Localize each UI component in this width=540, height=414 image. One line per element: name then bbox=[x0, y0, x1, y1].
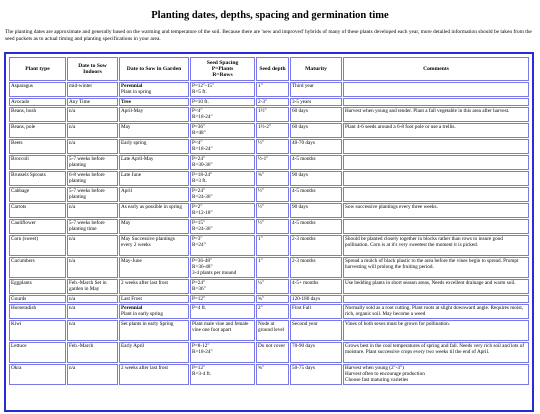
plant-type-cell: Avocado bbox=[9, 98, 66, 106]
table-row bbox=[9, 219, 529, 234]
header-maturity: Maturity bbox=[290, 57, 342, 81]
seed-spacing-cell: P=18-24" R=3 ft. bbox=[190, 171, 255, 186]
header-comments: Comments bbox=[343, 57, 529, 81]
date-garden-cell bbox=[119, 98, 189, 106]
plant-type-cell: Brussels Sprouts bbox=[9, 171, 66, 186]
table-row bbox=[9, 342, 529, 363]
table-row bbox=[9, 295, 529, 303]
maturity-cell: 2-3 months bbox=[290, 235, 342, 256]
seed-depth-cell: ¾" bbox=[256, 171, 289, 186]
comments-cell bbox=[343, 171, 529, 186]
date-garden-cell bbox=[119, 219, 189, 234]
comments-cell bbox=[343, 82, 529, 97]
table-row bbox=[9, 364, 529, 385]
seed-spacing-cell: Plant male vine and female vine one foot apart bbox=[190, 320, 255, 341]
garden-date-text: Plant in spring bbox=[121, 89, 152, 95]
plant-type-cell: Corn (sweet) bbox=[9, 235, 66, 256]
table-row bbox=[9, 98, 529, 106]
date-garden-cell bbox=[119, 107, 189, 122]
maturity-cell: 60 days bbox=[290, 107, 342, 122]
comments-cell bbox=[343, 219, 529, 234]
date-garden-cell bbox=[119, 171, 189, 186]
plant-type-cell: Kiwi bbox=[9, 320, 66, 341]
garden-date-text: May bbox=[121, 124, 131, 130]
table-row bbox=[9, 139, 529, 154]
header-seed-spacing: Seed Spacing P=Plants R=Rows bbox=[190, 57, 255, 81]
garden-date-text: May-June bbox=[121, 258, 142, 264]
comments-cell bbox=[343, 187, 529, 202]
table-row bbox=[9, 82, 529, 97]
plant-type-cell: Okra bbox=[9, 364, 66, 385]
seed-spacing-cell: P=2" R=12-18" bbox=[190, 203, 255, 218]
date-indoors-cell: Any Time bbox=[67, 98, 118, 106]
maturity-cell: 70-90 days bbox=[290, 342, 342, 363]
garden-type-label: Perennial bbox=[121, 83, 143, 89]
garden-date-text: 2 weeks after last frost bbox=[121, 280, 168, 286]
maturity-cell: 2-3 months bbox=[290, 257, 342, 278]
plant-type-cell: Cabbage bbox=[9, 187, 66, 202]
planting-table bbox=[8, 56, 530, 386]
seed-depth-cell: ¾" bbox=[256, 295, 289, 303]
seed-depth-cell: 1" bbox=[256, 257, 289, 278]
maturity-cell: 4-5 months bbox=[290, 219, 342, 234]
comments-cell bbox=[343, 295, 529, 303]
comments-cell: Grows best in the cool temperatures of spring and fall. Needs very rich soil and lots of moisture. Plant successive crops every two weeks til the end of April. bbox=[343, 342, 529, 363]
seed-depth-cell: Node at ground level bbox=[256, 320, 289, 341]
maturity-cell: 120-180 days bbox=[290, 295, 342, 303]
date-garden-cell bbox=[119, 295, 189, 303]
garden-date-text: Plant in early spring bbox=[121, 311, 163, 317]
seed-depth-cell: ½" bbox=[256, 219, 289, 234]
date-garden-cell bbox=[119, 82, 189, 97]
garden-date-text: Set plants in early Spring bbox=[121, 321, 174, 327]
comments-cell: Normally sold as a root cutting. Plant roots at slight downward angle. Requires moist, rich, organic soil. May become a weed bbox=[343, 304, 529, 319]
plant-type-cell: Carrots bbox=[9, 203, 66, 218]
table-row bbox=[9, 123, 529, 138]
date-garden-cell bbox=[119, 187, 189, 202]
header-date-garden: Date to Sow in Garden bbox=[119, 57, 189, 81]
date-garden-cell bbox=[119, 155, 189, 170]
date-garden-cell bbox=[119, 304, 189, 319]
seed-spacing-cell: P=8-12" R=18-24" bbox=[190, 342, 255, 363]
maturity-cell: 4-5+ months bbox=[290, 279, 342, 294]
maturity-cell: 4-5 months bbox=[290, 155, 342, 170]
seed-depth-cell: Do not cover bbox=[256, 342, 289, 363]
maturity-cell: Third year bbox=[290, 82, 342, 97]
date-indoors-cell: n/a bbox=[67, 364, 118, 385]
maturity-cell: 90 days bbox=[290, 203, 342, 218]
date-indoors-cell: n/a bbox=[67, 295, 118, 303]
date-garden-cell bbox=[119, 257, 189, 278]
comments-cell bbox=[343, 139, 529, 154]
seed-spacing-cell: P=10 ft. bbox=[190, 98, 255, 106]
garden-date-text: Early April bbox=[121, 343, 145, 349]
date-indoors-cell: n/a bbox=[67, 320, 118, 341]
date-indoors-cell: 6-8 weeks before planting bbox=[67, 171, 118, 186]
plant-type-cell: Broccoli bbox=[9, 155, 66, 170]
date-indoors-cell: n/a bbox=[67, 235, 118, 256]
comments-cell: Harvest when young (2"-3") Harvest often to encourage production Choose fast maturing varieties bbox=[343, 364, 529, 385]
date-garden-cell bbox=[119, 235, 189, 256]
seed-spacing-cell: P=24" R=24-36" bbox=[190, 187, 255, 202]
table-row bbox=[9, 155, 529, 170]
seed-depth-cell: ½" bbox=[256, 187, 289, 202]
plant-type-cell: Cauliflower bbox=[9, 219, 66, 234]
header-seed-depth: Seed depth bbox=[256, 57, 289, 81]
seed-spacing-cell: P=24" R=36" bbox=[190, 279, 255, 294]
comments-cell bbox=[343, 155, 529, 170]
maturity-cell: 4-5 months bbox=[290, 187, 342, 202]
maturity-cell: 3-5 years bbox=[290, 98, 342, 106]
plant-type-cell: Beans, pole bbox=[9, 123, 66, 138]
planting-table-frame bbox=[4, 52, 534, 412]
date-indoors-cell: n/a bbox=[67, 139, 118, 154]
seed-spacing-cell: P=36" R=48" bbox=[190, 123, 255, 138]
seed-depth-cell: 2" bbox=[256, 304, 289, 319]
seed-depth-cell: 1½-2" bbox=[256, 123, 289, 138]
seed-spacing-cell: P=4" R=18-24" bbox=[190, 139, 255, 154]
comments-cell: Should be planted closely together in blocks rather than rows to insure good pollination. Corn is at it's very sweetest the moment it is picked. bbox=[343, 235, 529, 256]
table-row bbox=[9, 107, 529, 122]
garden-date-text: Early spring bbox=[121, 140, 147, 146]
plant-type-cell: Eggplants bbox=[9, 279, 66, 294]
garden-date-text: May Successive plantings every 2 weeks bbox=[121, 236, 175, 248]
comments-cell: Use bedding plants in short season areas, Needs excellent drainage and warm soil. bbox=[343, 279, 529, 294]
table-row bbox=[9, 304, 529, 319]
garden-date-text: April-May bbox=[121, 108, 144, 114]
table-row bbox=[9, 320, 529, 341]
plant-type-cell: Asparagus bbox=[9, 82, 66, 97]
date-indoors-cell: Feb.-March bbox=[67, 342, 118, 363]
date-indoors-cell: n/a bbox=[67, 257, 118, 278]
table-row bbox=[9, 171, 529, 186]
comments-cell bbox=[343, 98, 529, 106]
page-title: Planting dates, depths, spacing and germination time bbox=[151, 10, 389, 21]
comments-cell: Sow successive plantings every three weeks. bbox=[343, 203, 529, 218]
date-indoors-cell: Feb.-March Set in garden in May bbox=[67, 279, 118, 294]
date-indoors-cell: n/a bbox=[67, 304, 118, 319]
garden-date-text: May bbox=[121, 220, 131, 226]
table-row bbox=[9, 257, 529, 278]
plant-type-cell: Horseradish bbox=[9, 304, 66, 319]
comments-cell: Spread a mulch of black plastic to the area before the vines begin to spread. Prompt harvesting will prolong the fruiting period. bbox=[343, 257, 529, 278]
date-indoors-cell: 5-7 weeks before planting bbox=[67, 187, 118, 202]
maturity-cell: 50-75 days bbox=[290, 364, 342, 385]
date-garden-cell bbox=[119, 123, 189, 138]
plant-type-cell: Beans, bush bbox=[9, 107, 66, 122]
garden-type-label: Perennial bbox=[121, 305, 143, 311]
seed-depth-cell: ¾" bbox=[256, 364, 289, 385]
garden-date-text: 2 weeks after last frost bbox=[121, 365, 168, 371]
seed-depth-cell: 1" bbox=[256, 235, 289, 256]
table-row bbox=[9, 235, 529, 256]
maturity-cell: First Fall bbox=[290, 304, 342, 319]
garden-date-text: As early as possible in spring bbox=[121, 204, 182, 210]
comments-cell: Harvest when young and tender. Plant a fall vegetable in this area after harvest. bbox=[343, 107, 529, 122]
comments-cell: Vines of both sexes must be grown for pollination. bbox=[343, 320, 529, 341]
date-garden-cell bbox=[119, 342, 189, 363]
date-garden-cell bbox=[119, 203, 189, 218]
seed-spacing-cell: P=12" bbox=[190, 295, 255, 303]
plant-type-cell: Cucumbers bbox=[9, 257, 66, 278]
table-row bbox=[9, 187, 529, 202]
garden-date-text: Late April-May bbox=[121, 156, 154, 162]
maturity-cell: 90 days bbox=[290, 171, 342, 186]
seed-depth-cell: 1½" bbox=[256, 107, 289, 122]
seed-spacing-cell: P=4" R=18-24" bbox=[190, 107, 255, 122]
seed-depth-cell: ½" bbox=[256, 203, 289, 218]
seed-depth-cell: ¼" bbox=[256, 279, 289, 294]
maturity-cell: 60 days bbox=[290, 123, 342, 138]
plant-type-cell: Lettuce bbox=[9, 342, 66, 363]
table-row bbox=[9, 279, 529, 294]
date-indoors-cell: n/a bbox=[67, 123, 118, 138]
header-plant-type: Plant type bbox=[9, 57, 66, 81]
seed-depth-cell: ½" bbox=[256, 139, 289, 154]
maturity-cell: Second year bbox=[290, 320, 342, 341]
date-garden-cell bbox=[119, 320, 189, 341]
date-garden-cell bbox=[119, 279, 189, 294]
seed-spacing-cell: P=3" R=24" bbox=[190, 235, 255, 256]
plant-type-cell: Gourds bbox=[9, 295, 66, 303]
maturity-cell: 40-70 days bbox=[290, 139, 342, 154]
garden-date-text: Last Frost bbox=[121, 296, 142, 302]
seed-depth-cell: 1" bbox=[256, 82, 289, 97]
table-row bbox=[9, 203, 529, 218]
table-body bbox=[9, 82, 529, 385]
date-indoors-cell: n/a bbox=[67, 203, 118, 218]
seed-spacing-cell: P=15" R=24-36" bbox=[190, 219, 255, 234]
date-garden-cell bbox=[119, 139, 189, 154]
seed-depth-cell: 2-3" bbox=[256, 98, 289, 106]
date-garden-cell bbox=[119, 364, 189, 385]
date-indoors-cell: 5-7 weeks before planting bbox=[67, 155, 118, 170]
plant-type-cell: Beets bbox=[9, 139, 66, 154]
seed-spacing-cell: P=36-48" R=36-48" 3-4 plants per mound bbox=[190, 257, 255, 278]
garden-date-text: Late June bbox=[121, 172, 142, 178]
date-indoors-cell: n/a bbox=[67, 107, 118, 122]
seed-spacing-cell: P=12" R=3-4 ft. bbox=[190, 364, 255, 385]
header-row bbox=[9, 57, 529, 81]
garden-date-text: April bbox=[121, 188, 132, 194]
seed-depth-cell: ½-1" bbox=[256, 155, 289, 170]
seed-spacing-cell: P=12"-15" R=5 ft. bbox=[190, 82, 255, 97]
header-date-indoors: Date to Sow Indoors bbox=[67, 57, 118, 81]
date-indoors-cell: mid-winter bbox=[67, 82, 118, 97]
seed-spacing-cell: P=24" R=30-36" bbox=[190, 155, 255, 170]
intro-paragraph: The planting dates are approximate and generally based on the warming and temperature of the soil. Because there are 'new and improved' hybrids of many of these plants developed each year, more detailed information should be taken from the seed packets as to actual timing and planting specifications in your area. bbox=[5, 29, 532, 42]
seed-spacing-cell: P=4 ft. bbox=[190, 304, 255, 319]
garden-type-label: Tree bbox=[121, 99, 131, 105]
comments-cell: Plant 4-6 seeds around a 6-8 foot pole or use a trellis. bbox=[343, 123, 529, 138]
date-indoors-cell: 5-7 weeks before planting time bbox=[67, 219, 118, 234]
